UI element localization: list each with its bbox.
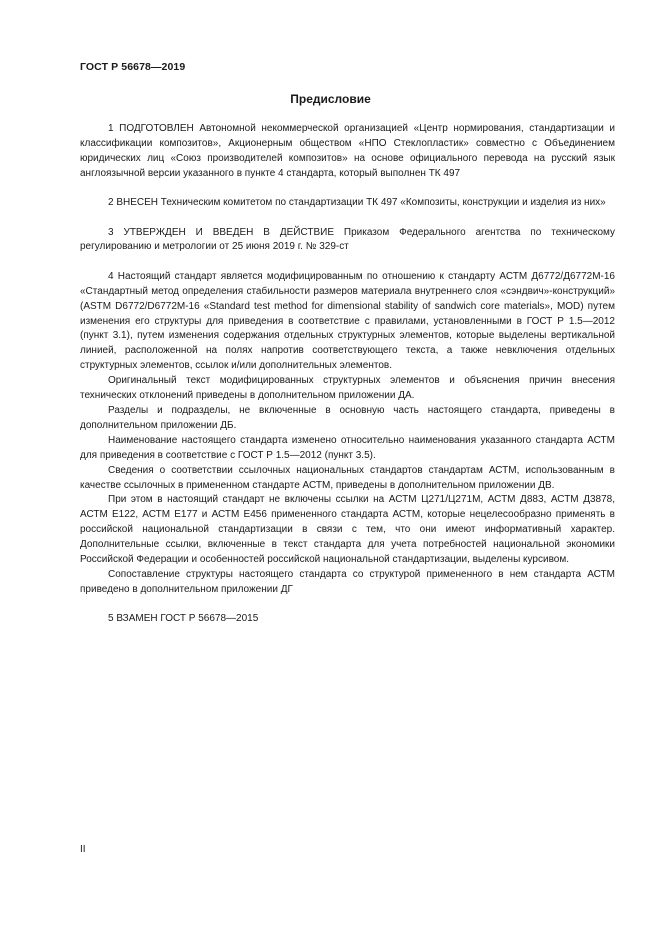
paragraph-title-change: Наименование настоящего стандарта изменено относительно наименования указанного стандарта АСТМ для приведения в соответствие с ГОСТ Р 1.5—2012 (пункт 3.5). [80, 434, 615, 461]
paragraph-excluded-references: При этом в настоящий стандарт не включены ссылки на АСТМ Ц271/Ц271М, АСТМ Д883, АСТМ Д3878, АСТМ Е122, АСТМ Е177 и АСТМ Е456 примененного стандарта АСТМ, которые нецелесообразно применять в российской национальной стандартизации в связи с тем, что они имеют информативный характер. Дополнительные ссылки, включенные в текст стандарта для учета потребностей национальной экономики Российской Федерации и особенностей российской национальной стандартизации, выделены курсивом. [80, 494, 615, 566]
page-number: II [80, 844, 86, 855]
paragraph-original-text: Оригинальный текст модифицированных структурных элементов и объяснения причин внесения технических отклонений приведены в дополнительном приложении ДА. [80, 375, 615, 402]
paragraph-prepared: 1 ПОДГОТОВЛЕН Автономной некоммерческой организацией «Центр нормирования, стандартизации и классификации композитов», Акционерным обществом «НПО Стеклопластик» совместно с Объединением юридических лиц «Союз производителей композитов» на основе официального перевода на русский язык англоязычной версии указанного в пункте 4 стандарта, который выполнен ТК 497 [80, 123, 615, 179]
paragraph-replaces: 5 ВЗАМЕН ГОСТ Р 56678—2015 [108, 613, 259, 625]
paragraph-structure-comparison: Сопоставление структуры настоящего стандарта со структурой примененного в нем стандарта АСТМ приведено в дополнительном приложении ДГ [80, 568, 615, 595]
document-id: ГОСТ Р 56678—2019 [80, 61, 186, 73]
preface-body [80, 122, 615, 627]
paragraph-approved: 3 УТВЕРЖДЕН И ВВЕДЕН В ДЕЙСТВИЕ Приказом Федерального агентства по техническому регулированию и метрологии от 25 июня 2019 г. № 329-ст [80, 226, 615, 253]
paragraph-sections: Разделы и подразделы, не включенные в основную часть настоящего стандарта, приведены в дополнительном приложении ДБ. [80, 405, 615, 431]
paragraph-references: Сведения о соответствии ссылочных национальных стандартов стандартам АСТМ, использованным в качестве ссылочных в примененном стандарте АСТМ, приведены в дополнительном приложении ДВ. [80, 464, 615, 491]
paragraph-modified-standard: 4 Настоящий стандарт является модифицированным по отношению к стандарту АСТМ Д6772/Д6772М-16 «Стандартный метод определения стабильности размеров материала внутреннего слоя «сэндвич»-конструкций» (ASTM D6772/D6772M-16 «Standard test method for dimensional stability of sandwich core materials», MOD) путем изменения его структуры для приведения в соответствие с правилами, установленными в ГОСТ Р 1.5—2012 (пункт 3.1), путем изменения содержания отдельных структурных элементов, которые выделены вертикальной линией, расположенной на полях напротив соответствующего текста, а также невключения отдельных структурных элементов, ссылок и/или дополнительных элементов. [80, 270, 615, 372]
paragraph-introduced: 2 ВНЕСЕН Техническим комитетом по стандартизации ТК 497 «Композиты, конструкции и изделия из них» [108, 197, 606, 209]
page-title: Предисловие [290, 92, 371, 106]
